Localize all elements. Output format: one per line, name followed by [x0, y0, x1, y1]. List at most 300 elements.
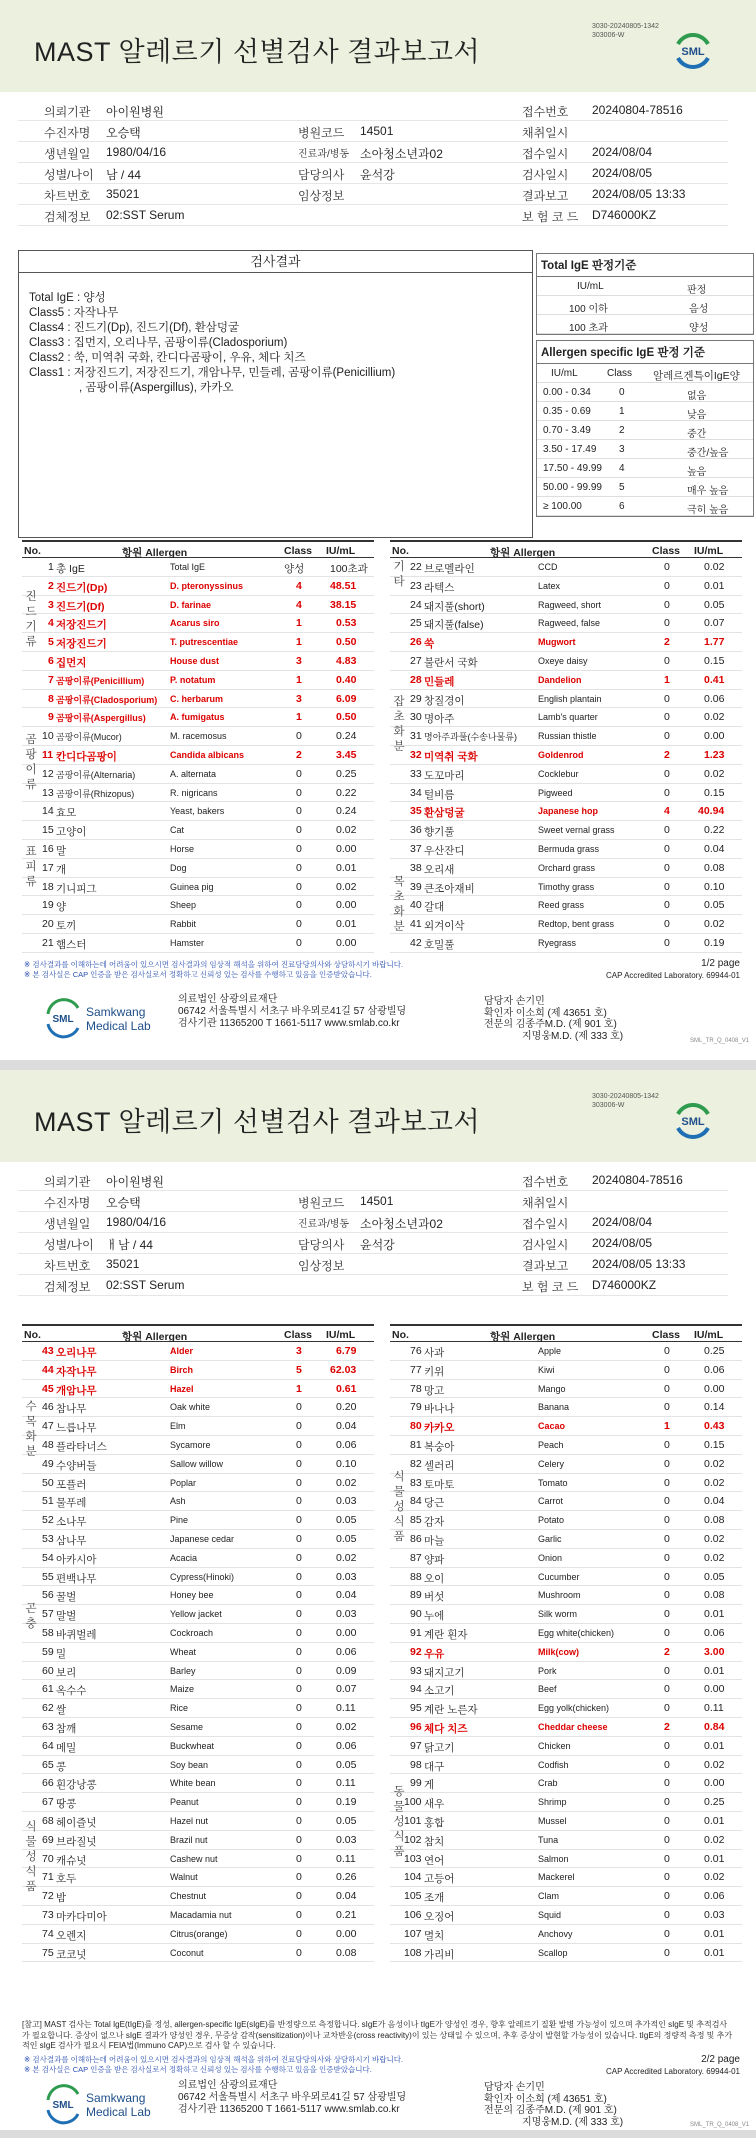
allergen-class: 0 — [664, 1683, 670, 1696]
criteria-row — [537, 478, 753, 497]
code-line: 3030-20240805-1342 — [592, 1093, 659, 1100]
criteria-row — [537, 402, 753, 421]
allergen-name-en: Alder — [170, 1346, 194, 1356]
table-row — [22, 1925, 374, 1944]
allergen-no: 91 — [410, 1626, 422, 1639]
table-row — [390, 1492, 742, 1511]
result-line: Class3 : 집먼지, 오리나무, 곰팡이류(Cladosporium) — [29, 337, 288, 349]
allergen-class: 0 — [664, 1814, 670, 1827]
allergen-no: 20 — [42, 918, 54, 931]
allergen-class: 0 — [296, 1833, 302, 1846]
allergen-no: 8 — [48, 692, 54, 705]
allergen-value: 0.53 — [336, 617, 357, 630]
table-row — [22, 1492, 374, 1511]
allergen-no: 93 — [410, 1664, 422, 1677]
allergen-value: 0.84 — [704, 1720, 725, 1733]
allergen-no: 105 — [404, 1890, 422, 1903]
allergen-name-ko: 곰팡이류(Cladosporium) — [56, 694, 158, 705]
label: 보 험 코 드 — [522, 210, 579, 224]
allergen-name-en: Sweet vernal grass — [538, 825, 615, 836]
allergen-no: 29 — [410, 692, 422, 705]
header-no: No. — [24, 1329, 41, 1341]
allergen-name-ko: 물푸레 — [56, 1497, 87, 1510]
sign-name: 김종주M.D. (제 901 호) — [515, 1019, 617, 1030]
allergen-name-en: Yeast, bakers — [170, 806, 225, 817]
allergen-value: 38.15 — [330, 598, 357, 611]
code-line: 3030-20240805-1342 — [592, 23, 659, 30]
allergen-name-ko: 환삼덩굴 — [424, 807, 465, 820]
table-row — [22, 1680, 374, 1699]
allergen-name-en: Yellow jacket — [170, 1609, 222, 1620]
allergen-name-en: Crab — [538, 1778, 558, 1789]
svg-text:SML: SML — [52, 2100, 74, 2111]
header-class: Class — [652, 545, 681, 557]
allergen-no: 21 — [42, 936, 54, 949]
criteria-cell: 17.50 - 49.99 — [543, 463, 602, 474]
group-label: 곰팡이류 — [25, 734, 37, 791]
allergen-class: 0 — [664, 767, 670, 780]
svg-text:SML: SML — [681, 1116, 705, 1128]
allergen-class: 0 — [664, 1345, 670, 1357]
allergen-value: 0.00 — [336, 1626, 357, 1639]
allergen-value: 0.02 — [704, 1476, 725, 1489]
table-row — [22, 878, 374, 897]
doctor: 윤석강 — [360, 168, 395, 182]
allergen-name-ko: 햄스터 — [56, 938, 87, 951]
table-row — [390, 1925, 742, 1944]
allergen-value: 0.11 — [336, 1852, 356, 1865]
allergen-name-ko: 오리나무 — [56, 1347, 97, 1359]
allergen-value: 48.51 — [330, 579, 357, 592]
allergen-value: 0.02 — [704, 1457, 725, 1470]
allergen-name-en: Elm — [170, 1421, 186, 1432]
table-row — [22, 671, 374, 690]
insurance-code: D746000KZ — [592, 1278, 657, 1292]
report-date: 2024/08/05 13:33 — [592, 1257, 686, 1271]
allergen-name-en: Shrimp — [538, 1797, 567, 1808]
patient-name: 오승택 — [106, 126, 141, 140]
table-header — [390, 1324, 742, 1342]
allergen-name-ko: 닭고기 — [424, 1741, 455, 1754]
results-box — [18, 250, 533, 538]
allergen-name-ko: 곰팡이류(Alternaria) — [56, 769, 136, 780]
criteria-cell: 2 — [619, 425, 625, 436]
allergen-name-ko: 연어 — [424, 1854, 445, 1867]
sign-label: 담당자 — [484, 2082, 513, 2093]
allergen-no: 54 — [42, 1551, 54, 1564]
allergen-name-en: Squid — [538, 1909, 562, 1920]
allergen-name-en: C. herbarum — [170, 693, 224, 704]
allergen-class: 0 — [296, 1739, 302, 1752]
allergen-value: 6.09 — [336, 692, 357, 705]
allergen-value: 62.03 — [330, 1363, 357, 1376]
report-code — [592, 22, 659, 40]
allergen-class: 0 — [664, 1702, 670, 1715]
allergen-name-ko: 메밀 — [56, 1741, 77, 1754]
label: 검사일시 — [522, 1238, 569, 1252]
group-label: 곤충 — [25, 1603, 37, 1630]
allergen-value: 0.05 — [336, 1514, 357, 1527]
allergen-name-en: Goldenrod — [538, 749, 584, 760]
allergen-value: 0.22 — [704, 824, 725, 837]
result-line: Class4 : 진드기(Dp), 진드기(Df), 환삼덩굴 — [29, 322, 240, 334]
allergen-value: 0.04 — [336, 1890, 357, 1903]
allergen-class: 0 — [296, 1927, 302, 1940]
allergen-no: 46 — [42, 1401, 54, 1414]
allergen-no: 56 — [42, 1589, 54, 1602]
allergen-class: 1 — [296, 636, 302, 649]
allergen-value: 0.05 — [704, 1570, 725, 1583]
table-row — [390, 1605, 742, 1624]
allergen-name-ko: 갈대 — [424, 901, 445, 914]
allergen-value: 0.05 — [336, 1758, 357, 1771]
group-label: 기타 — [393, 561, 405, 588]
test-date: 2024/08/05 — [592, 166, 653, 180]
allergen-name-en: Lamb's quarter — [538, 712, 598, 723]
allergen-class: 0 — [296, 1420, 302, 1433]
allergen-name-en: Guinea pig — [170, 881, 214, 892]
header-iu: IU/mL — [694, 1329, 724, 1341]
allergen-name-ko: 바나나 — [424, 1403, 455, 1416]
table-row — [390, 690, 742, 709]
label: 수진자명 — [44, 126, 91, 140]
form-tag: SML_TR_Q_0408_V1 — [690, 1038, 750, 1044]
allergen-class: 0 — [296, 805, 302, 818]
allergen-class: 0 — [296, 730, 302, 743]
allergen-class: 0 — [664, 1946, 670, 1959]
criteria-row — [537, 383, 753, 402]
table-row — [390, 633, 742, 652]
allergen-class: 0 — [296, 1890, 302, 1903]
department: 소아청소년과02 — [360, 1217, 443, 1231]
table-row — [22, 802, 374, 821]
table-row — [22, 1737, 374, 1756]
allergen-name-ko: 조개 — [424, 1892, 445, 1905]
allergen-no: 95 — [410, 1702, 422, 1715]
table-row — [390, 1774, 742, 1793]
allergen-class: 0 — [664, 1476, 670, 1489]
allergen-name-ko: 우유 — [424, 1647, 445, 1660]
allergen-name-en: CCD — [538, 562, 558, 572]
allergen-no: 28 — [410, 673, 422, 686]
allergen-value: 6.79 — [336, 1345, 357, 1357]
allergen-name-en: White bean — [170, 1778, 216, 1789]
hospital-code: 14501 — [360, 124, 394, 138]
allergen-name-ko: 오리새 — [424, 863, 455, 876]
allergen-no: 24 — [410, 598, 422, 611]
allergen-value: 0.03 — [704, 1908, 725, 1921]
allergen-no: 66 — [42, 1777, 54, 1790]
allergen-name-en: Soy bean — [170, 1759, 209, 1770]
allergen-name-en: Horse — [170, 843, 195, 854]
allergen-name-ko: 창질경이 — [424, 694, 465, 707]
allergen-value: 0.02 — [704, 1871, 725, 1884]
table-row — [22, 633, 374, 652]
table-row — [22, 708, 374, 727]
allergen-name-en: Honey bee — [170, 1590, 214, 1601]
allergen-value: 0.01 — [704, 1927, 725, 1940]
allergen-name-en: Cypress(Hinoki) — [170, 1571, 235, 1582]
allergen-no: 63 — [42, 1720, 54, 1733]
allergen-class: 4 — [664, 805, 670, 818]
allergen-value: 0.01 — [336, 918, 357, 931]
table-row — [22, 1718, 374, 1737]
allergen-no: 13 — [42, 786, 54, 799]
allergen-no: 108 — [404, 1946, 422, 1959]
allergen-no: 52 — [42, 1514, 54, 1527]
allergen-name-en: Ash — [170, 1496, 186, 1507]
hospital-code: 14501 — [360, 1194, 394, 1208]
allergen-no: 51 — [42, 1495, 54, 1508]
allergen-table-right — [390, 540, 742, 953]
header-band — [0, 1070, 756, 1162]
label: 의뢰기관 — [44, 105, 91, 119]
allergen-name-en: Egg yolk(chicken) — [538, 1703, 610, 1714]
allergen-no: 17 — [42, 861, 54, 874]
birth-date: 1980/04/16 — [106, 145, 167, 159]
table-row — [22, 690, 374, 709]
allergen-class: 0 — [664, 1457, 670, 1470]
group-label: 표피류 — [25, 846, 37, 888]
allergen-value: 0.10 — [704, 880, 725, 893]
allergen-no: 18 — [42, 880, 54, 893]
allergen-name-ko: 새우 — [424, 1798, 445, 1811]
allergen-no: 2 — [48, 579, 54, 592]
label: 진료과/병동 — [298, 1219, 350, 1230]
allergen-name-ko: 효모 — [56, 807, 77, 820]
address-line: 검사기관 11365200 T 1661-5117 www.smlab.co.kr — [178, 2104, 400, 2115]
allergen-name-en: Carrot — [538, 1496, 564, 1507]
allergen-name-ko: 오이 — [424, 1572, 445, 1585]
allergen-class: 0 — [664, 711, 670, 724]
allergen-class: 0 — [664, 1608, 670, 1621]
allergen-name-en: Sallow willow — [170, 1458, 224, 1469]
allergen-class: 0 — [664, 1589, 670, 1602]
allergen-class: 0 — [296, 1401, 302, 1414]
table-row — [22, 1624, 374, 1643]
allergen-name-en: English plantain — [538, 693, 602, 704]
allergen-no: 32 — [410, 748, 422, 761]
table-row — [390, 708, 742, 727]
allergen-class: 0 — [296, 1702, 302, 1715]
label: 차트번호 — [44, 1259, 91, 1273]
allergen-no: 69 — [42, 1833, 54, 1846]
allergen-class: 0 — [296, 936, 302, 949]
allergen-name-en: Bermuda grass — [538, 843, 600, 854]
allergen-name-en: Salmon — [538, 1853, 569, 1864]
result-line: Class1 : 저장진드기, 저장진드기, 개암나무, 민들레, 곰팡이류(Penicillium) — [29, 367, 396, 379]
allergen-value: 0.11 — [336, 1777, 356, 1790]
allergen-name-ko: 쑥 — [424, 638, 435, 651]
allergen-class: 0 — [664, 730, 670, 743]
allergen-value: 0.19 — [704, 936, 725, 949]
allergen-name-ko: 가리비 — [424, 1948, 455, 1961]
allergen-name-ko: 양 — [56, 901, 67, 914]
allergen-name-ko: 라텍스 — [424, 581, 455, 594]
table-row — [22, 746, 374, 765]
allergen-no: 76 — [410, 1345, 422, 1357]
table-row — [390, 652, 742, 671]
sign-label: 담당자 — [484, 996, 513, 1007]
table-row — [390, 1944, 742, 1963]
label: 담당의사 — [298, 168, 345, 182]
chart-number: 35021 — [106, 1257, 140, 1271]
signatures — [484, 2082, 623, 2128]
allergen-value: 0.03 — [336, 1495, 357, 1508]
table-row — [390, 1756, 742, 1775]
allergen-name-en: Garlic — [538, 1533, 562, 1544]
table-row — [390, 934, 742, 953]
recv-date: 2024/08/04 — [592, 145, 653, 159]
table-row — [22, 896, 374, 915]
criteria-cell: 5 — [619, 482, 625, 493]
allergen-name-en: R. nigricans — [170, 787, 218, 798]
label: 의뢰기관 — [44, 1175, 91, 1189]
allergen-value: 0.61 — [336, 1382, 357, 1395]
allergen-class: 0 — [296, 1777, 302, 1790]
allergen-name-ko: 삼나무 — [56, 1534, 87, 1547]
allergen-class: 0 — [664, 1551, 670, 1564]
table-row — [22, 1361, 374, 1380]
criteria-cell: 높음 — [687, 467, 707, 478]
allergen-value: 0.01 — [704, 1814, 725, 1827]
allergen-value: 0.02 — [704, 1833, 725, 1846]
allergen-name-ko: 기니피그 — [56, 882, 97, 895]
allergen-no: 19 — [42, 899, 54, 912]
allergen-no: 100 — [404, 1796, 422, 1809]
allergen-no: 15 — [42, 824, 54, 837]
allergen-name-ko: 말벌 — [56, 1610, 77, 1623]
allergen-name-ko: 곰팡이류(Aspergillus) — [56, 713, 146, 724]
allergen-class: 0 — [296, 1608, 302, 1621]
allergen-class: 0 — [664, 1570, 670, 1583]
allergen-class: 0 — [296, 1476, 302, 1489]
allergen-class: 1 — [664, 1420, 670, 1433]
allergen-name-en: Cockroach — [170, 1627, 214, 1638]
allergen-name-en: Wheat — [170, 1646, 197, 1657]
allergen-no: 67 — [42, 1796, 54, 1809]
allergen-no: 30 — [410, 711, 422, 724]
header-allergen: 항원 Allergen — [122, 1331, 188, 1343]
allergen-value: 0.04 — [336, 1589, 357, 1602]
label: 임상정보 — [298, 1259, 345, 1273]
table-row — [22, 1887, 374, 1906]
allergen-value: 0.00 — [704, 1683, 725, 1696]
allergen-name-ko: 옥수수 — [56, 1685, 87, 1698]
allergen-name-en: Cashew nut — [170, 1853, 218, 1864]
allergen-no: 77 — [410, 1363, 422, 1376]
allergen-no: 64 — [42, 1739, 54, 1752]
label: 채취일시 — [522, 126, 569, 140]
allergen-value: 0.02 — [704, 1532, 725, 1545]
allergen-name-en: Dog — [170, 862, 187, 873]
allergen-no: 97 — [410, 1739, 422, 1752]
allergen-name-en: Hamster — [170, 937, 205, 948]
label: 생년월일 — [44, 1217, 91, 1231]
criteria-cell: 없음 — [687, 391, 707, 402]
footnote: ※ 본 검사실은 CAP 인증을 받은 검사실로서 정확하고 신뢰성 있는 검사를 수행하고 있음을 인증받았습니다. — [24, 2065, 372, 2074]
label: 접수번호 — [522, 105, 569, 119]
allergen-value: 0.04 — [704, 1495, 725, 1508]
label: 임상정보 — [298, 189, 345, 203]
table-row — [390, 1436, 742, 1455]
allergen-name-ko: 느릅나무 — [56, 1422, 97, 1435]
allergen-name-en: Mushroom — [538, 1590, 581, 1601]
allergen-name-en: Celery — [538, 1458, 565, 1469]
recv-number: 20240804-78516 — [592, 103, 683, 117]
allergen-name-ko: 헤이즐넛 — [56, 1816, 97, 1829]
allergen-class: 0 — [664, 1739, 670, 1752]
allergen-class: 0 — [296, 1871, 302, 1884]
allergen-no: 5 — [48, 636, 54, 649]
allergen-name-en: Pine — [170, 1515, 189, 1526]
sign-label: 확인자 — [484, 1007, 513, 1019]
allergen-name-ko: 망고 — [424, 1384, 445, 1397]
allergen-name-en: Timothy grass — [538, 881, 595, 892]
table-row — [390, 1530, 742, 1549]
allergen-name-en: Pigweed — [538, 787, 573, 798]
allergen-no: 83 — [410, 1476, 422, 1489]
allergen-name-ko: 돼지풀(false) — [424, 619, 484, 632]
allergen-class: 2 — [664, 1645, 670, 1658]
allergen-class: 0 — [664, 899, 670, 912]
allergen-no: 57 — [42, 1608, 54, 1621]
sign-name: 손기민 — [515, 2082, 545, 2093]
allergen-value: 0.00 — [704, 1777, 725, 1790]
criteria-cell: 4 — [619, 463, 625, 474]
label: 검체정보 — [44, 1280, 91, 1294]
allergen-name-ko: 아카시아 — [56, 1553, 97, 1566]
allergen-name-ko: 양파 — [424, 1553, 445, 1566]
allergen-class: 3 — [296, 1345, 302, 1357]
allergen-value: 0.02 — [336, 824, 357, 837]
allergen-value: 0.41 — [704, 673, 725, 686]
criteria-cell: 6 — [619, 501, 625, 512]
allergen-name-en: Chestnut — [170, 1891, 207, 1902]
allergen-class: 0 — [296, 1438, 302, 1451]
address-line: 06742 서울특별시 서초구 바우뫼로41길 57 삼광빌딩 — [178, 2092, 407, 2103]
allergen-value: 0.08 — [704, 1514, 725, 1527]
allergen-name-ko: 집먼지 — [56, 656, 87, 669]
table-row — [390, 859, 742, 878]
table-row — [390, 1906, 742, 1925]
sml-logo-icon — [672, 1100, 714, 1142]
table-row — [22, 1530, 374, 1549]
criteria-cell: 낮음 — [687, 410, 707, 421]
allergen-name-ko: 계란 흰자 — [424, 1628, 468, 1641]
allergen-value: 0.02 — [704, 1758, 725, 1771]
table-row — [390, 1474, 742, 1493]
allergen-value: 0.00 — [336, 842, 357, 855]
allergen-no: 35 — [410, 805, 422, 818]
allergen-value: 0.21 — [336, 1908, 357, 1921]
allergen-name-ko: 민들레 — [424, 675, 455, 688]
allergen-no: 43 — [42, 1345, 54, 1357]
reference-note: [참고] MAST 검사는 Total IgE(tIgE)를 정성, allergen-specific IgE(sIgE)를 반정량으로 측정합니다. sIgE가 음성이나 tIgE가 양성인 경우, 향후 알레르기 질환 발병 가능성이 있으며 추가적인 sIgE 및 추적검사가 필요합니다. 증상이 없으나 sIgE 결과가 양성인 경우, 무증상 감작(sensitization)이나 교차반응(cross reactivity)이 있는 상태일 수 있으며, 추후 증상이 발현할 가능성이 있습니다. tIgE의 정량적 측정 및 추가적인 sIgE 검사가 필요시 FEIA법(Immuno CAP)으로 검사 할 수 있습니다. — [22, 2020, 733, 2050]
table-row — [390, 1868, 742, 1887]
report-title: MAST 알레르기 선별검사 결과보고서 — [34, 37, 481, 67]
allergen-name-en: P. notatum — [170, 674, 216, 685]
allergen-name-ko: 당근 — [424, 1497, 445, 1510]
table-row — [390, 1455, 742, 1474]
address-line: 의료법인 삼광의료재단 — [178, 2080, 278, 2091]
allergen-name-ko: 밤 — [56, 1892, 67, 1905]
allergen-class: 0 — [296, 786, 302, 799]
report-code — [592, 1092, 659, 1110]
table-row — [390, 1398, 742, 1417]
allergen-no: 99 — [410, 1777, 422, 1790]
allergen-class: 0 — [296, 1570, 302, 1583]
